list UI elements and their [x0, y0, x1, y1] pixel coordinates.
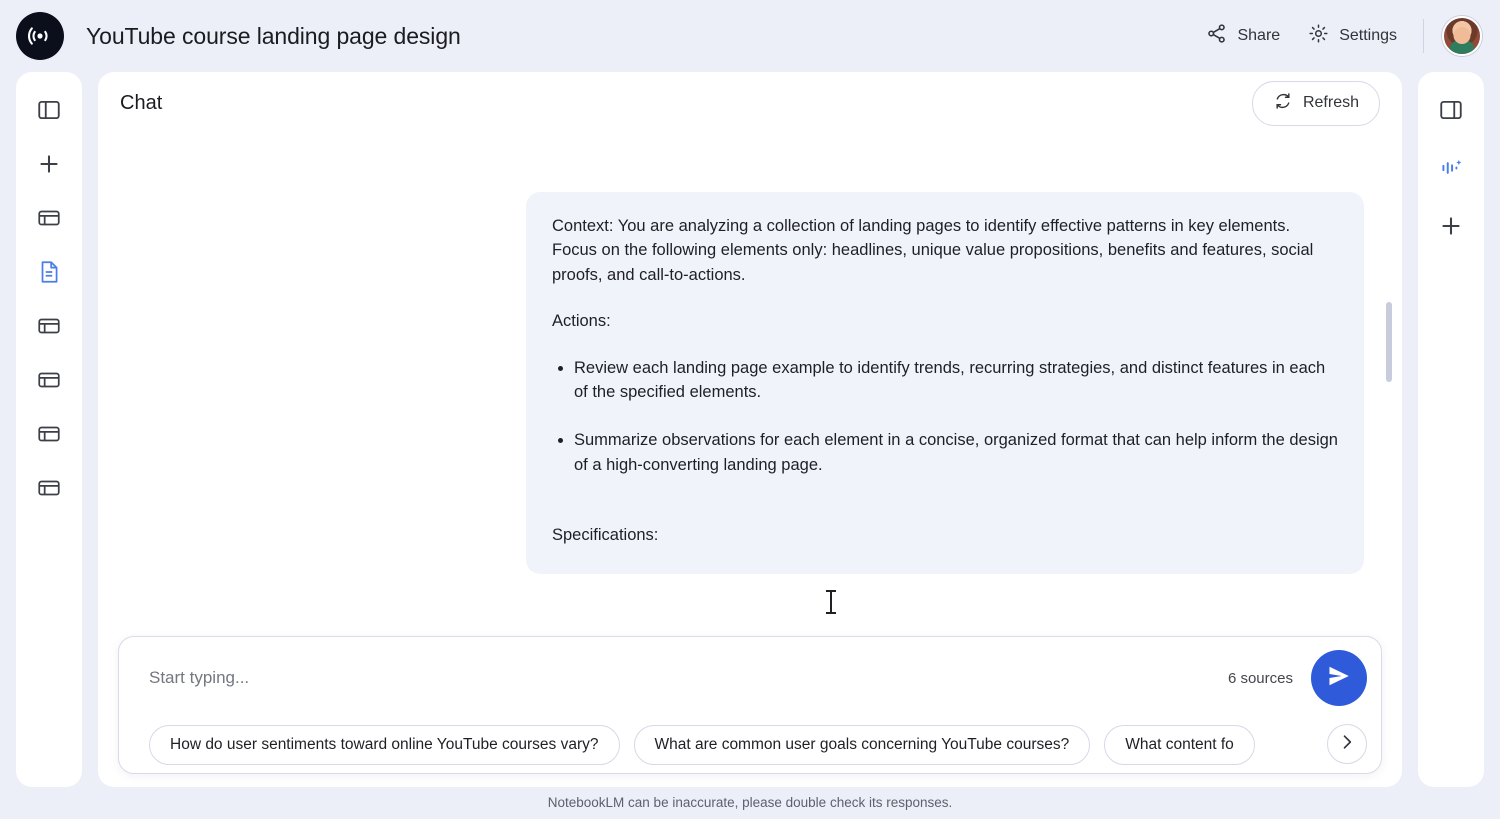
source-card-icon-5[interactable]	[27, 466, 71, 510]
toolbar-divider	[1423, 19, 1424, 53]
document-icon[interactable]	[27, 250, 71, 294]
avatar[interactable]	[1442, 16, 1482, 56]
send-icon	[1326, 663, 1352, 694]
composer	[118, 636, 1382, 774]
chat-scrollbar-track[interactable]	[1386, 202, 1392, 672]
audio-overview-icon[interactable]	[1429, 146, 1473, 190]
suggestion-chips	[119, 719, 1381, 771]
text-cursor-icon	[826, 590, 836, 614]
sources-count-label: 6 sources	[1227, 669, 1293, 687]
assistant-message	[526, 192, 1364, 574]
top-bar	[0, 0, 1500, 72]
suggestion-chip[interactable]: How do user sentiments toward online YouTube courses vary?	[149, 725, 620, 765]
refresh-icon	[1273, 91, 1293, 116]
settings-label: Settings	[1339, 27, 1397, 44]
panel-toggle-icon[interactable]	[1429, 88, 1473, 132]
chevron-right-icon	[1337, 732, 1357, 757]
next-suggestions-button[interactable]	[1327, 724, 1367, 764]
message-bullet-list	[574, 356, 1338, 478]
list-item: • Review each landing page example to identify trends, recurring strategies, and distinct features in each of the specified elements.	[574, 356, 1338, 405]
settings-button[interactable]	[1294, 15, 1411, 57]
send-button[interactable]	[1311, 650, 1367, 706]
chat-title: Chat	[120, 91, 163, 114]
share-label: Share	[1237, 27, 1281, 44]
refresh-button[interactable]	[1252, 81, 1380, 126]
share-icon	[1206, 23, 1227, 49]
refresh-label: Refresh	[1302, 94, 1359, 111]
sources-rail	[16, 72, 82, 787]
add-note-icon[interactable]	[1429, 204, 1473, 248]
page-title: YouTube course landing page design	[86, 22, 461, 49]
list-item: • Summarize observations for each element in a concise, organized format that can help inform the design of a high-converting landing page.	[574, 428, 1338, 477]
composer-row	[119, 637, 1381, 719]
message-specifications-label: Specifications:	[552, 526, 659, 545]
message-actions-label: Actions:	[552, 312, 611, 331]
panel-toggle-icon[interactable]	[27, 88, 71, 132]
message-line-2: Focus on the following elements only: headlines, unique value propositions, benefits and features, social proofs, and call-to-actions.	[552, 241, 1314, 284]
suggestion-chip[interactable]: What content fo	[1104, 725, 1255, 765]
chat-header	[98, 72, 1402, 134]
message-area	[98, 134, 1402, 687]
message-line-1: Context: You are analyzing a collection of landing pages to identify effective patterns in key elements.	[552, 217, 1291, 235]
source-card-icon-4[interactable]	[27, 412, 71, 456]
chat-scrollbar-thumb[interactable]	[1386, 302, 1392, 382]
studio-rail	[1418, 72, 1484, 787]
notebooklm-logo-icon	[16, 12, 64, 60]
source-card-icon-2[interactable]	[27, 304, 71, 348]
disclaimer-text: NotebookLM can be inaccurate, please double check its responses.	[547, 795, 953, 810]
add-source-icon[interactable]	[27, 142, 71, 186]
gear-icon	[1308, 23, 1329, 49]
chat-input[interactable]	[149, 668, 1228, 688]
suggestion-chip[interactable]: What are common user goals concerning YouTube courses?	[634, 725, 1091, 765]
source-card-icon-1[interactable]	[27, 196, 71, 240]
source-card-icon-3[interactable]	[27, 358, 71, 402]
top-bar-actions	[1192, 15, 1500, 57]
share-button[interactable]	[1192, 15, 1294, 57]
